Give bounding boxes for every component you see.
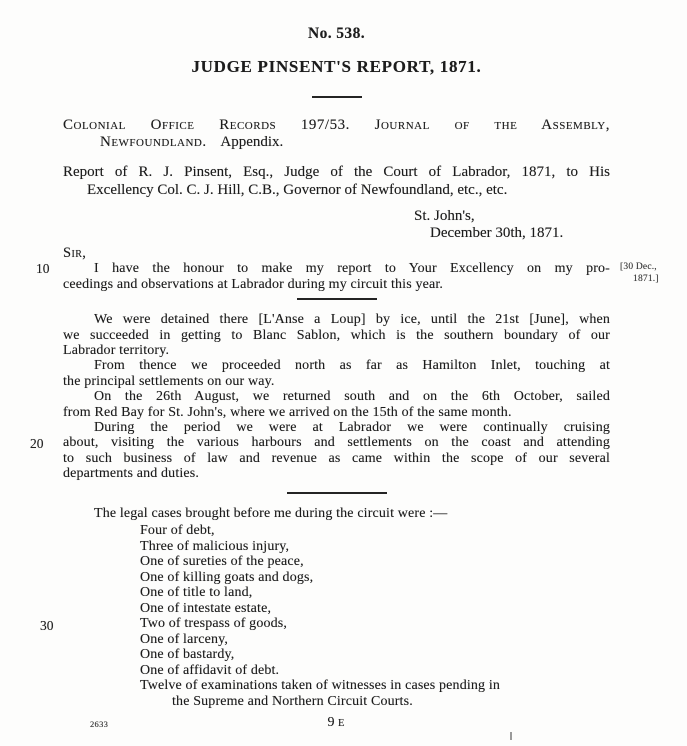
paragraph — [63, 420, 610, 482]
text-line: Three of malicious injury, — [140, 538, 290, 554]
printer-code: 2633 — [90, 719, 109, 729]
text-line: One of killing goats and dogs, — [140, 569, 314, 585]
divider-rule — [312, 96, 362, 98]
paragraph — [63, 261, 610, 292]
divider-rule — [287, 492, 387, 494]
margin-line-number: 10 — [36, 261, 50, 276]
document-number: No. 538. — [307, 25, 366, 42]
page-footer — [63, 715, 610, 731]
source-citation-line — [100, 134, 610, 151]
text-column — [63, 0, 610, 731]
margin-date-note — [620, 261, 680, 285]
text-line: Two of trespass of goods, — [140, 616, 288, 632]
margin-line-number: 20 — [30, 436, 44, 451]
text-line: departments and duties. — [63, 466, 200, 482]
text-line: One of bastardy, — [140, 647, 235, 663]
text-line: During the period we were at Labrador we were continually cruising — [94, 420, 610, 436]
paragraph — [63, 312, 610, 358]
text-line: One of intestate estate, — [140, 600, 272, 616]
text-line: From thence we proceeded north as far as Hamilton Inlet, touching at — [94, 358, 610, 374]
report-heading — [63, 163, 610, 199]
text-line: One of affidavit of debt. — [140, 662, 280, 678]
margin-date-note-line: [30 Dec., — [620, 262, 657, 272]
legal-cases-intro: The legal cases brought before me during the circuit were :— — [94, 505, 448, 521]
text-line: Labrador territory. — [63, 343, 170, 359]
text-line: Twelve of examinations taken of witnesses in cases pending in — [140, 678, 501, 694]
text-line: I have the honour to make my report to Your Excellency on my pro- — [94, 261, 610, 277]
legal-cases-list — [63, 523, 610, 709]
text-line: We were detained there [L'Anse a Loup] by ice, until the 21st [June], when — [94, 312, 610, 328]
dateline-place: St. John's, — [414, 208, 475, 225]
text-line: ceedings and observations at Labrador during my circuit this year. — [63, 276, 444, 292]
source-citation — [63, 117, 610, 151]
text-line: the Supreme and Northern Circuit Courts. — [172, 693, 413, 709]
source-section: Appendix. — [220, 134, 284, 151]
text-line: One of title to land, — [140, 585, 253, 601]
source-org: Newfoundland. — [100, 134, 207, 151]
scan-artifact — [510, 732, 512, 740]
text-line: from Red Bay for St. John's, where we arrived on the 15th of the same month. — [63, 404, 512, 420]
paragraph — [63, 358, 610, 389]
text-line: the principal settlements on our way. — [63, 373, 275, 389]
text-line: One of sureties of the peace, — [140, 554, 304, 570]
report-body — [63, 261, 610, 709]
dateline-date: December 30th, 1871. — [430, 225, 564, 242]
text-line: On the 26th August, we returned south and on the 6th October, sailed — [94, 389, 610, 405]
signature-mark: E — [338, 718, 346, 730]
source-citation-line: Colonial Office Records 197/53. Journal of the Assembly, — [63, 117, 610, 134]
page-number: 9 — [327, 715, 335, 731]
salutation: Sir, — [63, 245, 87, 262]
text-line: Report of R. J. Pinsent, Esq., Judge of the Court of Labrador, 1871, to His — [63, 164, 610, 181]
text-line: about, visiting the various harbours and settlements on the coast and attending — [63, 435, 610, 451]
text-line: we succeeded in getting to Blanc Sablon, which is the southern boundary of our — [63, 327, 610, 343]
text-line: Four of debt, — [140, 523, 215, 539]
text-line: One of larceny, — [140, 631, 229, 647]
dateline — [63, 208, 610, 242]
text-line: Excellency Col. C. J. Hill, C.B., Governor of Newfoundland, etc., etc. — [87, 182, 508, 199]
divider-rule — [297, 298, 377, 300]
margin-date-note-line: 1871.] — [633, 274, 659, 284]
text-line: to such business of law and revenue as came within the scope of our several — [63, 450, 610, 466]
paragraph — [63, 389, 610, 420]
margin-line-number: 30 — [40, 618, 54, 633]
document-title: JUDGE PINSENT'S REPORT, 1871. — [191, 57, 482, 76]
